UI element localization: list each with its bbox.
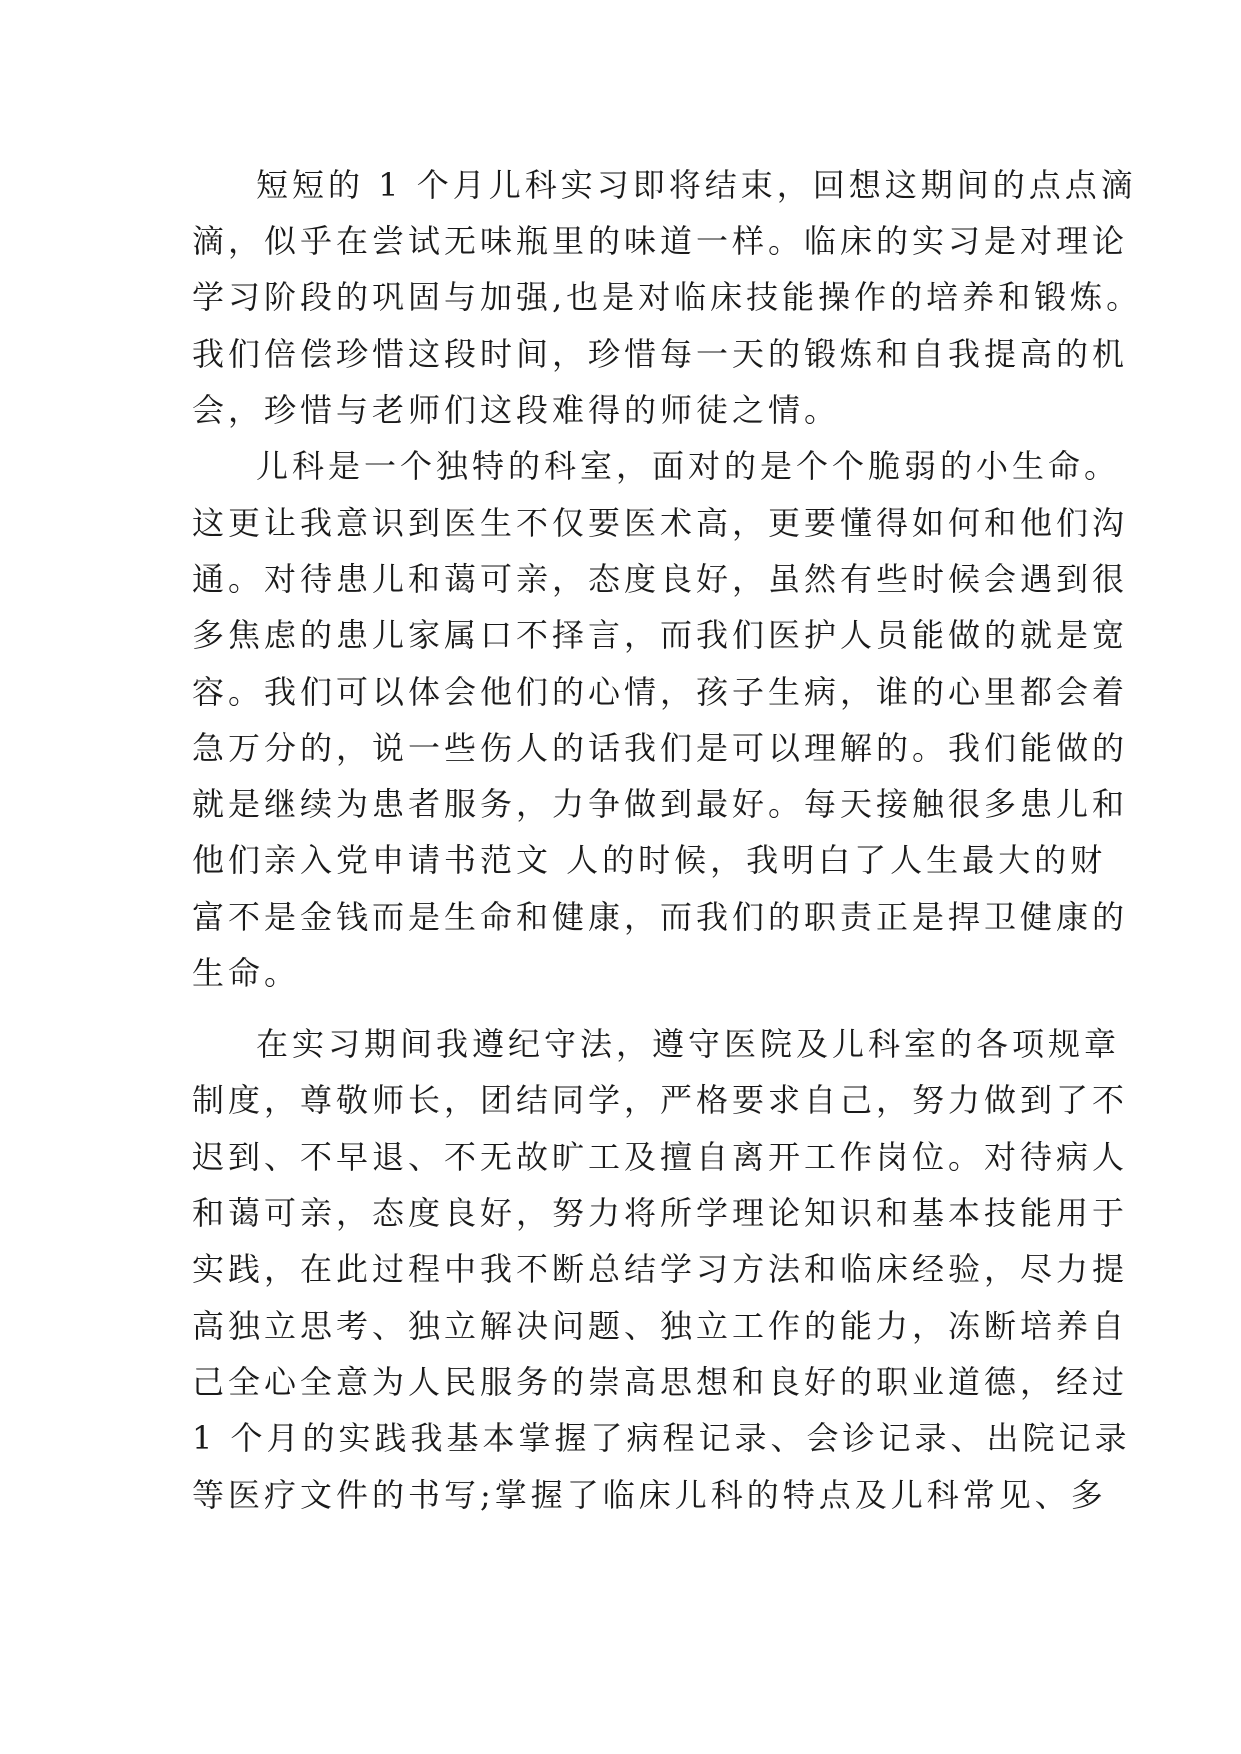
paragraph-3-line-9: 等医疗文件的书写;掌握了临床儿科的特点及儿科常见、多 [192,1476,1107,1514]
paragraph-2-line-2: 这更让我意识到医生不仅要医术高，更要懂得如何和他们沟 [192,504,1129,542]
paragraph-3-line-1: 在实习期间我遵纪守法，遵守医院及儿科室的各项规章 [256,1025,1121,1063]
paragraph-3-line-2: 制度，尊敬师长，团结同学，严格要求自己，努力做到了不 [192,1081,1129,1119]
paragraph-2-line-6: 急万分的，说一些伤人的话我们是可以理解的。我们能做的 [192,729,1129,767]
paragraph-2-line-5: 容。我们可以体会他们的心情，孩子生病，谁的心里都会着 [192,673,1129,711]
paragraph-2-line-4: 多焦虑的患儿家属口不择言，而我们医护人员能做的就是宽 [192,616,1129,654]
paragraph-3-line-4: 和蔼可亲，态度良好，努力将所学理论知识和基本技能用于 [192,1194,1129,1232]
paragraph-3-line-3: 迟到、不早退、不无故旷工及擅自离开工作岗位。对待病人 [192,1138,1129,1176]
paragraph-3-line-8: 1 个月的实践我基本掌握了病程记录、会诊记录、出院记录 [192,1419,1131,1457]
paragraph-2-line-3: 通。对待患儿和蔼可亲，态度良好，虽然有些时候会遇到很 [192,560,1129,598]
paragraph-2-line-8: 他们亲入党申请书范文 人的时候，我明白了人生最大的财 [192,841,1107,879]
paragraph-1-line-1: 短短的 1 个月儿科实习即将结束，回想这期间的点点滴 [256,166,1137,204]
paragraph-1-line-4: 我们倍偿珍惜这段时间，珍惜每一天的锻炼和自我提高的机 [192,335,1129,373]
paragraph-2-line-9: 富不是金钱而是生命和健康，而我们的职责正是捍卫健康的 [192,898,1129,936]
paragraph-3-line-7: 己全心全意为人民服务的崇高思想和良好的职业道德，经过 [192,1363,1129,1401]
paragraph-1-line-2: 滴，似乎在尝试无味瓶里的味道一样。临床的实习是对理论 [192,222,1129,260]
paragraph-1-line-3: 学习阶段的巩固与加强,也是对临床技能操作的培养和锻炼。 [192,278,1143,316]
paragraph-2-line-1: 儿科是一个独特的科室，面对的是个个脆弱的小生命。 [256,447,1121,485]
paragraph-2-line-10: 生命。 [192,954,301,992]
paragraph-3-line-5: 实践，在此过程中我不断总结学习方法和临床经验，尽力提 [192,1250,1129,1288]
paragraph-2-line-7: 就是继续为患者服务，力争做到最好。每天接触很多患儿和 [192,785,1129,823]
paragraph-1-line-5: 会，珍惜与老师们这段难得的师徒之情。 [192,391,841,429]
paragraph-3-line-6: 高独立思考、独立解决问题、独立工作的能力，冻断培养自 [192,1307,1129,1345]
